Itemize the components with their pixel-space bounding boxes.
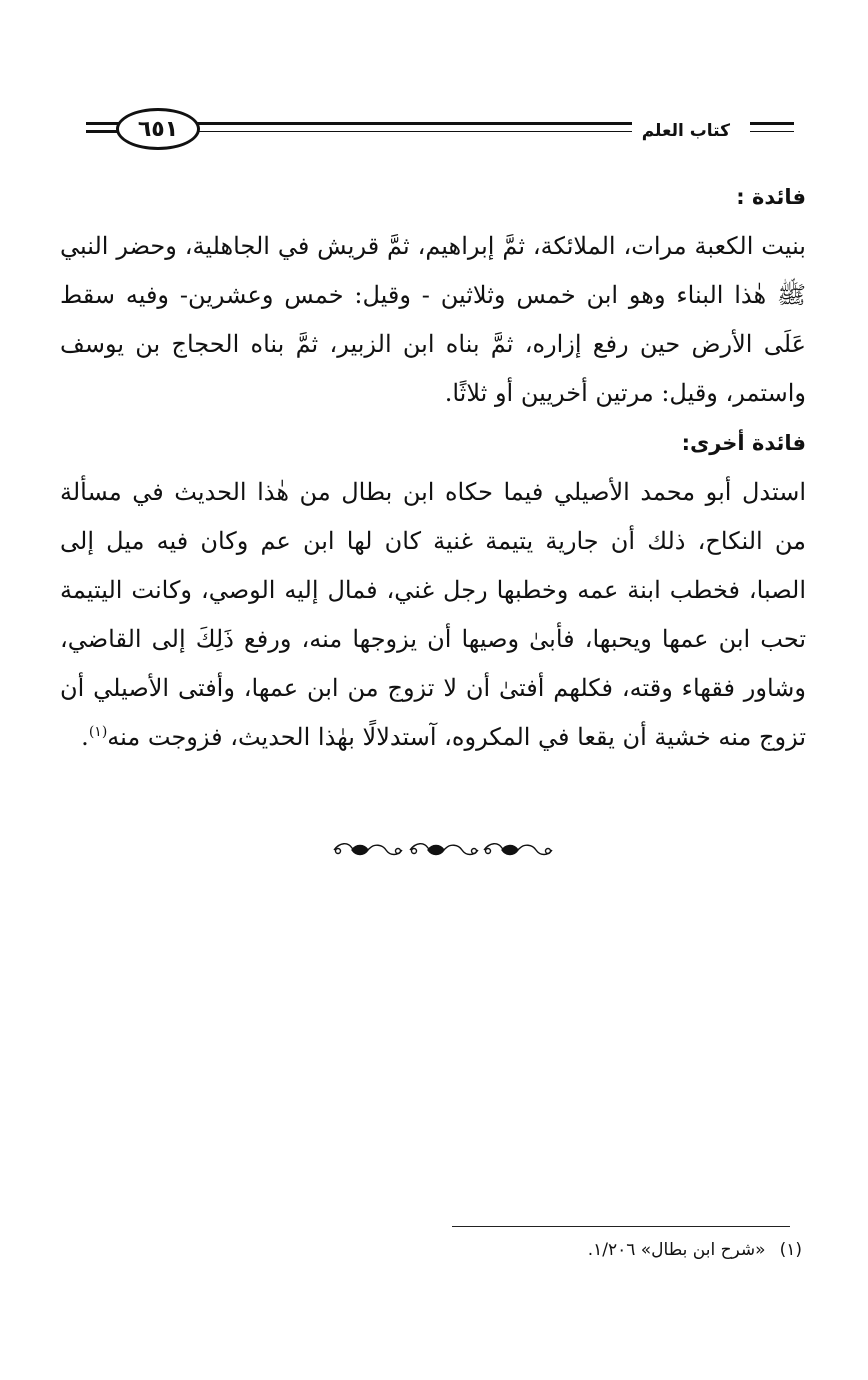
- footnote-text: «شرح ابن بطال» ١/٢٠٦.: [587, 1240, 766, 1260]
- ornament-motif-right: [484, 844, 552, 855]
- header-rule-right-lower: [750, 131, 794, 132]
- header-rule-main: [194, 122, 644, 125]
- ornament-motif-left: [334, 844, 402, 855]
- ornament-motif-center: [410, 844, 478, 855]
- footnote-number: (١): [779, 1240, 802, 1260]
- paragraph-asili-ruling: [60, 468, 806, 762]
- footnote-separator: [452, 1226, 790, 1227]
- section-heading-fayda: فائدة :: [736, 185, 806, 209]
- page-number: ٦٥١: [116, 108, 200, 150]
- section-heading-fayda-ukhra: فائدة أخرى:: [681, 431, 806, 455]
- header-rule-right: [750, 122, 794, 125]
- book-title: كتاب العلم: [632, 120, 740, 142]
- header-rule-main-lower: [194, 131, 644, 132]
- paragraph-asili-text: استدل أبو محمد الأصيلي فيما حكاه ابن بطال من هٰذا الحديث في مسألة من النكاح، ذلك أن جارية يتيمة غنية كان لها ابن عم وكان فيه ميل إلى الصبا، فخطب ابنة عمه وخطبها رجل غني، فمال إليه الوصي، وكانت اليتيمة تحب ابن عمها ويحبها، فأبىٰ وصيها أن يزوجها منه، ورفع ذَلِكَ إلى القاضي، وشاور فقهاء وقته، فكلهم أفتىٰ أن لا تزوج من ابن عمها، وأفتى الأصيلي أن تزوج منه خشية أن يقعا في المكروه، آستدلالًا بهٰذا الحديث، فزوجت منه: [60, 478, 807, 751]
- paragraph-kaaba-building: بنيت الكعبة مرات، الملائكة، ثمَّ إبراهيم، ثمَّ قريش في الجاهلية، وحضر النبي ﷺ هٰذا البناء وهو ابن خمس وثلاثين - وقيل: خمس وعشرين- وفيه سقط عَلَى الأرض حين رفع إزاره، ثمَّ بناه ابن الزبير، ثمَّ بناه الحجاج بن يوسف واستمر، وقيل: مرتين أخريين أو ثلاثًا.: [60, 232, 806, 407]
- page-body: [60, 172, 806, 762]
- page-header: [86, 108, 794, 154]
- paragraph-asili-end: .: [81, 723, 89, 751]
- footnote: [588, 1240, 802, 1260]
- decorative-ornament-icon: [330, 838, 556, 862]
- footnote-reference[interactable]: (١): [88, 724, 108, 740]
